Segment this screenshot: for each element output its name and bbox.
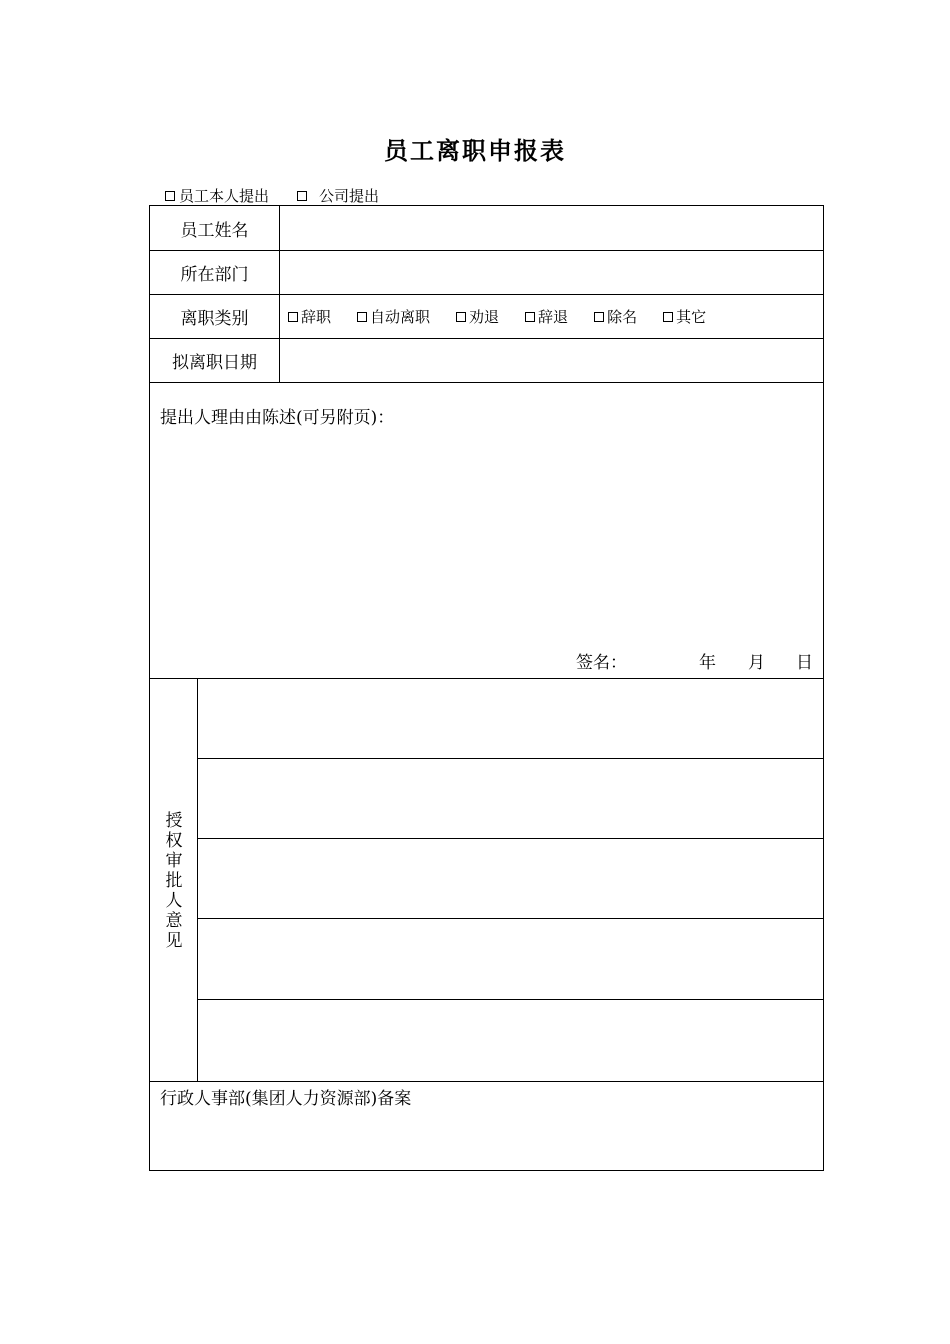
reason-section[interactable] — [150, 383, 823, 679]
month-blank[interactable] — [716, 648, 748, 673]
approval-opinion-cell-5[interactable] — [198, 1001, 823, 1082]
page-title: 员工离职申报表 — [384, 136, 566, 165]
employee-name-label: 员工姓名 — [150, 206, 280, 250]
checkbox-icon[interactable] — [165, 191, 175, 201]
checkbox-icon[interactable] — [525, 312, 535, 322]
type-option-expelled[interactable] — [594, 306, 637, 327]
type-option-resign[interactable] — [288, 306, 331, 327]
reason-prompt: 提出人理由由陈述(可另附页)： — [160, 408, 395, 428]
signature-label: 签名： — [576, 653, 627, 673]
signature-line — [576, 648, 813, 673]
approval-label-char: 批 — [165, 871, 183, 891]
resignation-type-label: 离职类别 — [150, 295, 280, 338]
submitter-options — [165, 185, 379, 206]
row-resignation-type — [150, 295, 823, 339]
submitter-option-self-label: 员工本人提出 — [179, 187, 270, 205]
type-option-self-leave[interactable] — [357, 306, 430, 327]
approval-opinion-cell-3[interactable] — [198, 839, 823, 919]
approval-opinion-cell-1[interactable] — [198, 679, 823, 759]
submitter-option-company[interactable] — [297, 185, 379, 206]
department-label: 所在部门 — [150, 251, 280, 294]
checkbox-icon[interactable] — [297, 191, 307, 201]
hr-filing-label: 行政人事部(集团人力资源部)备案 — [160, 1089, 412, 1109]
type-option-label: 其它 — [676, 308, 707, 326]
checkbox-icon[interactable] — [663, 312, 673, 322]
row-department — [150, 251, 823, 295]
approval-label-char: 审 — [165, 851, 183, 871]
day-label: 日 — [796, 653, 813, 673]
approval-label-char: 授 — [165, 811, 183, 831]
row-employee-name — [150, 206, 823, 251]
approval-label-char: 权 — [165, 831, 183, 851]
submitter-option-company-label: 公司提出 — [319, 187, 380, 205]
department-field[interactable] — [279, 251, 823, 294]
checkbox-icon[interactable] — [594, 312, 604, 322]
planned-date-label: 拟离职日期 — [150, 339, 280, 382]
approval-section — [150, 679, 823, 1082]
type-option-label: 辞退 — [538, 308, 569, 326]
type-option-other[interactable] — [663, 306, 706, 327]
approval-label-cell — [150, 679, 198, 1081]
signature-blank[interactable] — [627, 648, 699, 673]
planned-date-field[interactable] — [279, 339, 823, 382]
type-option-persuaded[interactable] — [456, 306, 499, 327]
day-blank[interactable] — [765, 648, 796, 673]
checkbox-icon[interactable] — [456, 312, 466, 322]
month-label: 月 — [748, 653, 765, 673]
approval-opinion-cell-4[interactable] — [198, 920, 823, 1000]
year-label: 年 — [699, 653, 716, 673]
type-option-label: 辞职 — [301, 308, 332, 326]
type-option-label: 自动离职 — [370, 308, 431, 326]
approval-label-char: 人 — [165, 891, 183, 911]
approval-label-char: 意 — [165, 911, 183, 931]
type-option-label: 劝退 — [469, 308, 500, 326]
type-option-dismissed[interactable] — [525, 306, 568, 327]
type-option-label: 除名 — [607, 308, 638, 326]
resignation-type-options — [279, 295, 823, 338]
approval-label-char: 见 — [165, 931, 183, 951]
submitter-option-self[interactable] — [165, 185, 269, 206]
employee-name-field[interactable] — [279, 206, 823, 250]
resignation-form — [149, 205, 824, 1171]
checkbox-icon[interactable] — [357, 312, 367, 322]
approval-opinion-cell-2[interactable] — [198, 759, 823, 839]
hr-filing-section[interactable] — [150, 1082, 823, 1170]
approval-label — [150, 811, 198, 951]
checkbox-icon[interactable] — [288, 312, 298, 322]
row-planned-date — [150, 339, 823, 383]
